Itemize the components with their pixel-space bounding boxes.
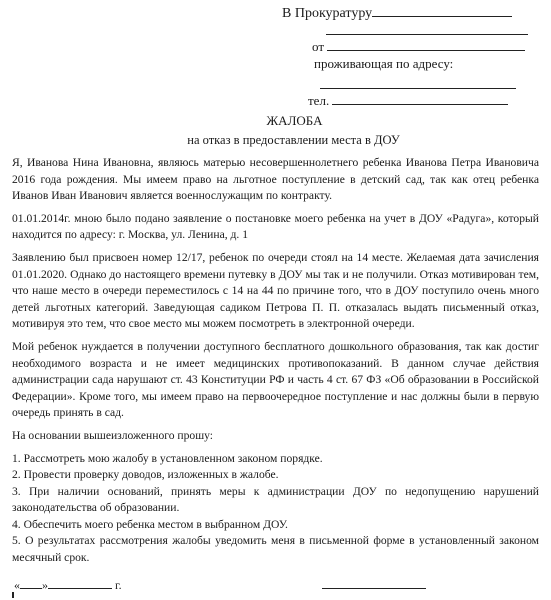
date-close-quote: » [42,578,48,592]
address-label: проживающая по адресу: [314,56,454,71]
list-item: 2. Провести проверку доводов, изложенных в жалобе. [12,468,279,482]
phone-line [308,92,508,109]
refusal-paragraph: Заявлению был присвоен номер 12/17, ребенок по очереди стоял на 14 месте. Желаемая дата зачисления 01.01.2020. Однако до настоящего времени путевку в ДОУ мы так и не получили. Отказ мотивирован тем, что наше место в очереди переместилось с 14 на 44 по причине того, что в ДОУ поступило очень много детей льготных категорий. Заведующая садиком Петрова П. П. отказалась выдать письменный отказ, мотивируя это тем, что свое место мы можем посмотреть в электронной очереди. [12,250,539,331]
scan-mark [12,592,14,598]
list-item: 3. При наличии оснований, принять меры к администрации ДОУ по недопущению нарушений законодательства об образовании. [12,484,539,515]
blank-line [326,22,528,35]
addressee-blank [372,4,512,17]
intro-paragraph: Я, Иванова Нина Ивановна, являюсь матерью несовершеннолетнего ребенка Иванова Петра Ивановича 2016 года рождения. Мы имеем право на льготное поступление в детский сад, так как отец ребенка Иванов Иван Иванович является военнослужащим по контракту. [12,156,539,203]
signature-field [322,576,426,593]
sender-label: от [312,39,325,54]
extra-blank-line-1 [326,22,528,39]
complaint-body [12,155,539,567]
request-list [12,451,539,567]
address-blank [320,76,516,89]
list-item: 5. О результатах рассмотрения жалобы уведомить меня в письменной форме в установленный законом месячный срок. [12,534,539,565]
sender-line [312,38,525,55]
list-item: 4. Обеспечить моего ребенка местом в выбранном ДОУ. [12,517,288,531]
document-title: ЖАЛОБА [266,113,323,128]
list-item: 1. Рассмотреть мою жалобу в установленном законом порядке. [12,451,323,465]
document-subtitle: на отказ в предоставлении места в ДОУ [187,133,400,147]
addressee-line [282,4,512,22]
address-blank-line [320,76,516,93]
year-suffix: г. [115,578,122,592]
date-field [14,576,122,593]
sender-blank [327,38,525,51]
address-label-line [314,56,453,72]
phone-label: тел. [308,93,330,108]
rights-paragraph: Мой ребенок нуждается в получении доступного бесплатного дошкольного образования, так как достиг необходимого возраста и не имеет медицинских противопоказаний. В данном случае действия администрации сада нарушают ст. 43 Конституции РФ и часть 4 ст. 67 ФЗ «Об образовании в Российской Федерации». Кроме того, мы имеем право на первоочередное поступление и нас должны были в первую очередь принять в сад. [12,339,539,420]
signature-blank [322,576,426,589]
month-blank [48,576,112,589]
day-blank [20,576,42,589]
addressee-label: В Прокуратуру [282,6,373,21]
request-intro: На основании вышеизложенного прошу: [12,428,214,442]
phone-blank [332,92,508,105]
application-paragraph: 01.01.2014г. мною было подано заявление о постановке моего ребенка на учет в ДОУ «Радуга», который находится по адресу: г. Москва, ул. Ленина, д. 1 [12,211,539,242]
date-open-quote: « [14,578,20,592]
